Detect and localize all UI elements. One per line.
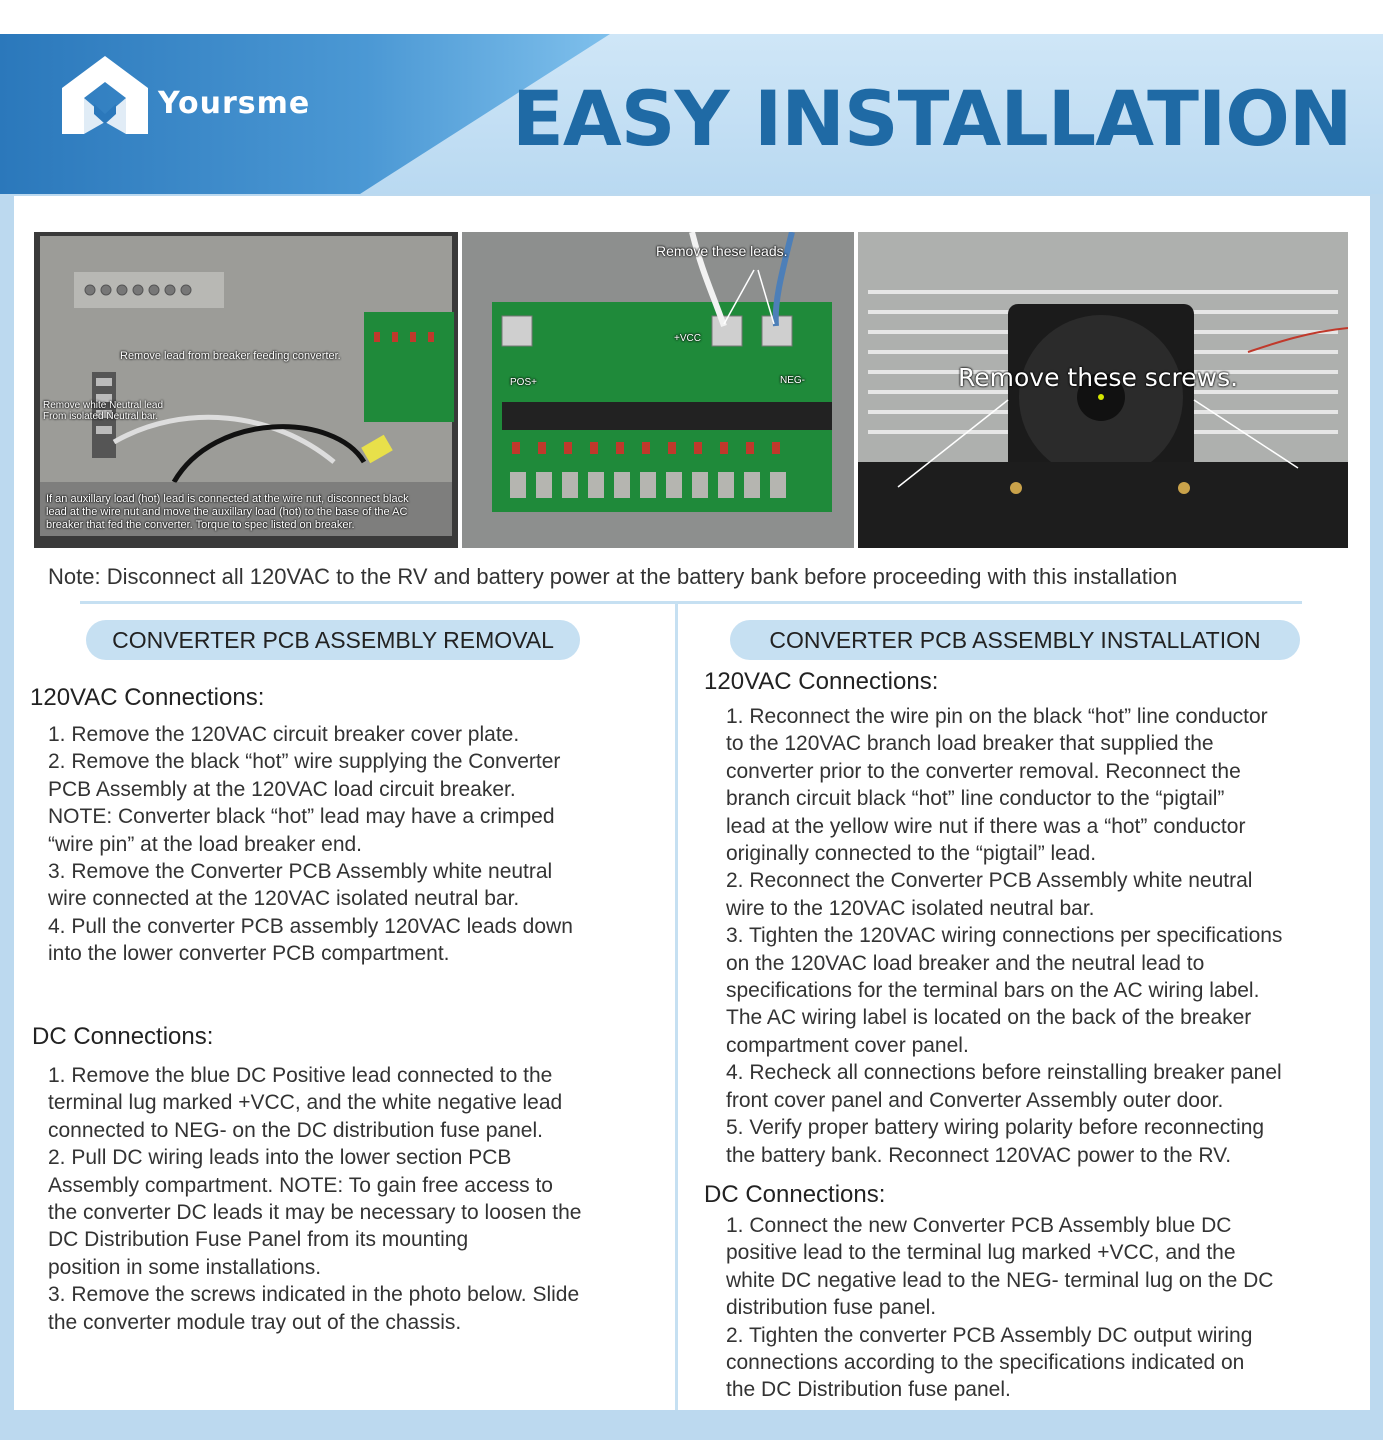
photo-1-caption-neutral: Remove white Neutral lead From isolated Neutral bar. xyxy=(43,400,164,422)
list-item: 2. Remove the black “hot” wire supplying the Converter PCB Assembly at the 120VAC load circuit breaker. NOTE: Converter black “hot” lead may have a crimped “wire pin” at the load breaker end. xyxy=(48,750,561,856)
photo-3-caption-screws: Remove these screws. xyxy=(958,363,1239,392)
divider-horizontal xyxy=(80,601,1302,604)
brand-name: Yoursme xyxy=(158,86,311,121)
yoursme-logo-icon xyxy=(60,54,150,136)
top-margin xyxy=(0,0,1383,34)
list-item: 4. Recheck all connections before reinstalling breaker panel front cover panel and Converter Assembly outer door. xyxy=(726,1061,1282,1112)
list-item: 1. Reconnect the wire pin on the black “hot” line conductor to the 120VAC branch load breaker that supplied the converter prior to the converter removal. Reconnect the branch circuit black “hot” line conductor to the “pigtail” lead at the yellow wire nut if there was a “hot” conductor originally connected to the “pigtail” lead. xyxy=(726,705,1268,866)
list-item: 1. Remove the blue DC Positive lead connected to the terminal lug marked +VCC, and the white negative lead connected to NEG- on the DC distribution fuse panel. xyxy=(48,1064,563,1142)
installation-heading: CONVERTER PCB ASSEMBLY INSTALLATION xyxy=(730,620,1300,660)
list-item: 2. Tighten the converter PCB Assembly DC output wiring connections according to the specifications indicated on the DC Distribution fuse panel. xyxy=(726,1323,1253,1402)
installation-ac-steps xyxy=(726,703,1282,1169)
header-banner xyxy=(0,34,1383,194)
fuse-panel-image xyxy=(462,232,854,548)
removal-dc-steps xyxy=(48,1062,581,1336)
list-item: 1. Connect the new Converter PCB Assembly blue DC positive lead to the terminal lug marked +VCC, and the white DC negative lead to the NEG- terminal lug on the DC distribution fuse panel. xyxy=(726,1214,1274,1320)
photo-2-caption-leads: Remove these leads. xyxy=(656,243,788,259)
removal-ac-steps xyxy=(48,721,573,968)
installation-ac-title: 120VAC Connections: xyxy=(704,668,939,695)
list-item: 3. Remove the Converter PCB Assembly white neutral wire connected at the 120VAC isolated neutral bar. xyxy=(48,860,553,911)
photo-breaker-panel xyxy=(34,232,458,548)
list-item: 2. Reconnect the Converter PCB Assembly white neutral wire to the 120VAC isolated neutral bar. xyxy=(726,869,1253,920)
divider-vertical xyxy=(675,604,678,1410)
list-item: 1. Remove the 120VAC circuit breaker cover plate. xyxy=(48,723,520,746)
photo-fuse-panel xyxy=(462,232,854,548)
safety-note: Note: Disconnect all 120VAC to the RV and battery power at the battery bank before proceeding with this installation xyxy=(48,564,1178,589)
list-item: 3. Remove the screws indicated in the photo below. Slide the converter module tray out of the chassis. xyxy=(48,1283,580,1334)
list-item: 3. Tighten the 120VAC wiring connections per specifications on the 120VAC load breaker and the neutral lead to specifications for the terminal bars on the AC wiring label. The AC wiring label is located on the back of the breaker compartment cover panel. xyxy=(726,924,1283,1057)
photo-2-label-neg: NEG- xyxy=(780,375,805,386)
photo-converter-fan xyxy=(858,232,1348,548)
removal-ac-title: 120VAC Connections: xyxy=(30,684,265,711)
list-item: 5. Verify proper battery wiring polarity before reconnecting the battery bank. Reconnect 120VAC power to the RV. xyxy=(726,1116,1265,1167)
installation-dc-title: DC Connections: xyxy=(704,1181,886,1208)
photo-2-label-pos: POS+ xyxy=(510,377,537,388)
list-item: 2. Pull DC wiring leads into the lower section PCB Assembly compartment. NOTE: To gain free access to the converter DC leads it may be necessary to loosen the DC Distribution Fuse Panel from its mounting position in some installations. xyxy=(48,1146,582,1279)
photo-1-caption-auxillary: If an auxillary load (hot) lead is connected at the wire nut, disconnect black lead at the wire nut and move the auxillary load (hot) to the base of the AC breaker that fed the converter. Torque to spec listed on breaker. xyxy=(46,493,409,531)
photo-2-label-vcc: +VCC xyxy=(674,333,701,344)
list-item: 4. Pull the converter PCB assembly 120VAC leads down into the lower converter PCB compartment. xyxy=(48,914,573,966)
photo-1-caption-breaker: Remove lead from breaker feeding converter. xyxy=(120,350,341,362)
removal-heading: CONVERTER PCB ASSEMBLY REMOVAL xyxy=(86,620,580,660)
installation-dc-steps xyxy=(726,1212,1273,1404)
page-title: EASY INSTALLATION xyxy=(512,74,1352,163)
removal-dc-title: DC Connections: xyxy=(32,1023,214,1050)
